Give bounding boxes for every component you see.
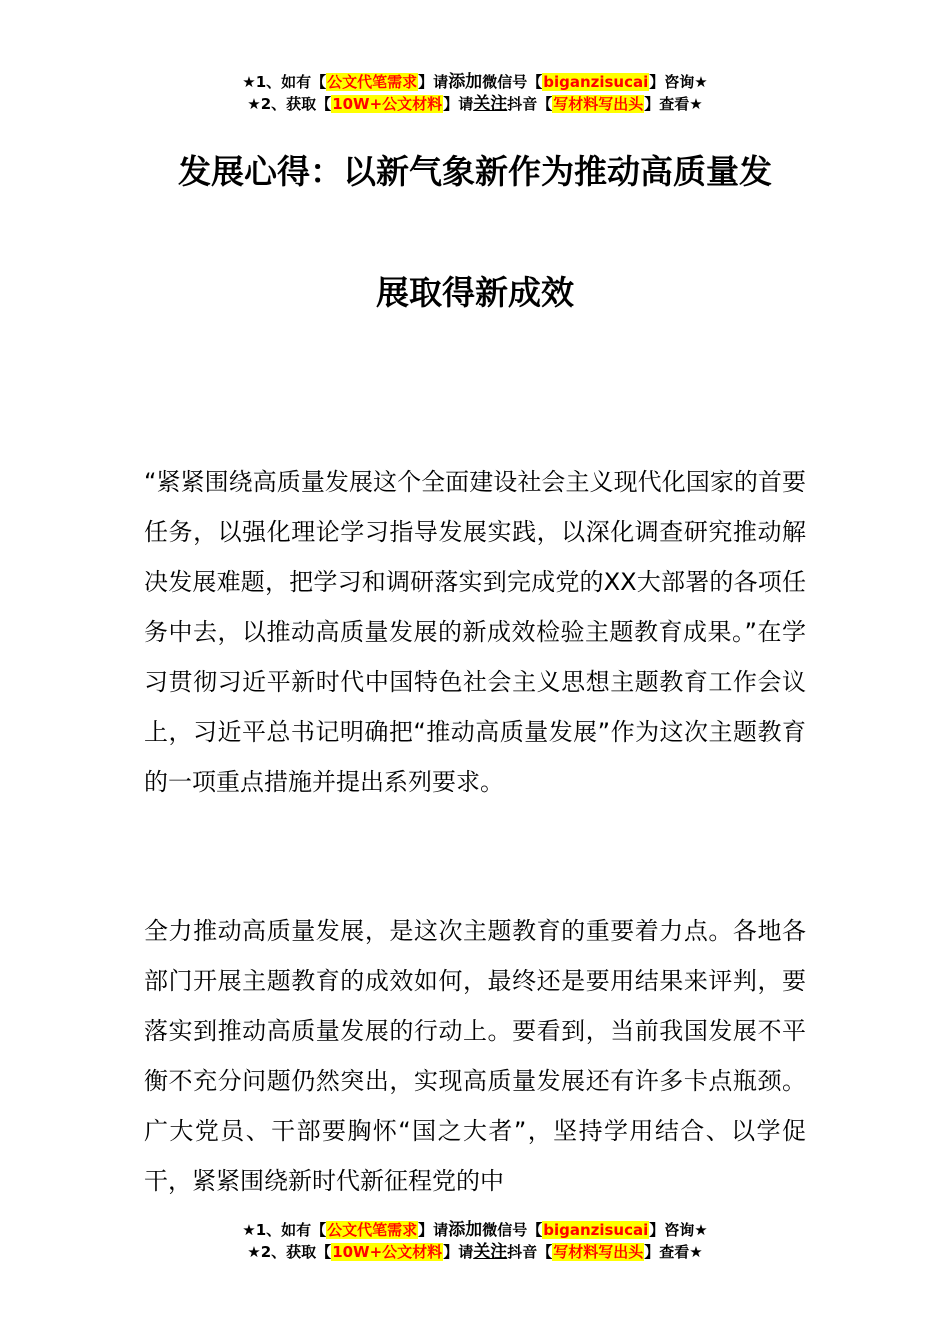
highlight-wechat-id: biganzisucai — [543, 73, 649, 91]
banner-line-1 — [0, 71, 950, 93]
banner-line-2 — [0, 93, 950, 115]
document-title-line-2: 展取得新成效 — [376, 273, 574, 312]
banner-text: 微信号【 — [482, 1221, 543, 1239]
body-paragraph-2: 全力推动高质量发展，是这次主题教育的重要着力点。各地各部门开展主题教育的成效如何，最终还是要用结果来评判，要落实到推动高质量发展的行动上。要看到，当前我国发展不平衡不充分问题仍然突出，实现高质量发展还有许多卡点瓶颈。广大党员、干部要胸怀“国之大者”，坚持学用结合、以学促干，紧紧围绕新时代新征程党的中 — [144, 917, 806, 1195]
banner-text: 抖音【 — [507, 95, 553, 113]
banner-text: ★2、获取【 — [247, 95, 332, 113]
banner-text: 】请 — [443, 1243, 474, 1261]
highlight-materials: 10W+公文材料 — [332, 95, 443, 113]
banner-text: 】查看★ — [644, 95, 703, 113]
banner-emphasis: 添加 — [448, 72, 483, 92]
banner-text: 】请 — [443, 95, 474, 113]
banner-text: 微信号【 — [482, 73, 543, 91]
banner-emphasis: 关注 — [473, 1242, 508, 1262]
highlight-service: 公文代笔需求 — [327, 1221, 418, 1239]
body-paragraph-1: “紧紧围绕高质量发展这个全面建设社会主义现代化国家的首要任务，以强化理论学习指导发展实践，以深化调查研究推动解决发展难题，把学习和调研落实到完成党的XX大部署的各项任务中去，以推动高质量发展的新成效检验主题教育成果。”在学习贯彻习近平新时代中国特色社会主义思想主题教育工作会议上，习近平总书记明确把“推动高质量发展”作为这次主题教育的一项重点措施并提出系列要求。 — [144, 468, 806, 796]
banner-text: 】请 — [418, 1221, 449, 1239]
highlight-wechat-id: biganzisucai — [543, 1221, 649, 1239]
banner-text: ★2、获取【 — [247, 1243, 332, 1261]
banner-emphasis: 添加 — [448, 1220, 483, 1240]
banner-text: 】咨询★ — [649, 1221, 708, 1239]
highlight-service: 公文代笔需求 — [327, 73, 418, 91]
banner-emphasis: 关注 — [473, 94, 508, 114]
banner-text: 】请 — [418, 73, 449, 91]
banner-text: ★1、如有【 — [242, 73, 327, 91]
footer-banner — [0, 1219, 950, 1263]
banner-text: 】查看★ — [644, 1243, 703, 1261]
banner-line-2 — [0, 1241, 950, 1263]
highlight-douyin-account: 写材料写出头 — [553, 95, 644, 113]
banner-line-1 — [0, 1219, 950, 1241]
banner-text: 抖音【 — [507, 1243, 553, 1261]
highlight-douyin-account: 写材料写出头 — [553, 1243, 644, 1261]
document-title-line-1: 发展心得：以新气象新作为推动高质量发 — [178, 152, 772, 191]
banner-text: 】咨询★ — [649, 73, 708, 91]
banner-text: ★1、如有【 — [242, 1221, 327, 1239]
header-banner — [0, 71, 950, 115]
highlight-materials: 10W+公文材料 — [332, 1243, 443, 1261]
